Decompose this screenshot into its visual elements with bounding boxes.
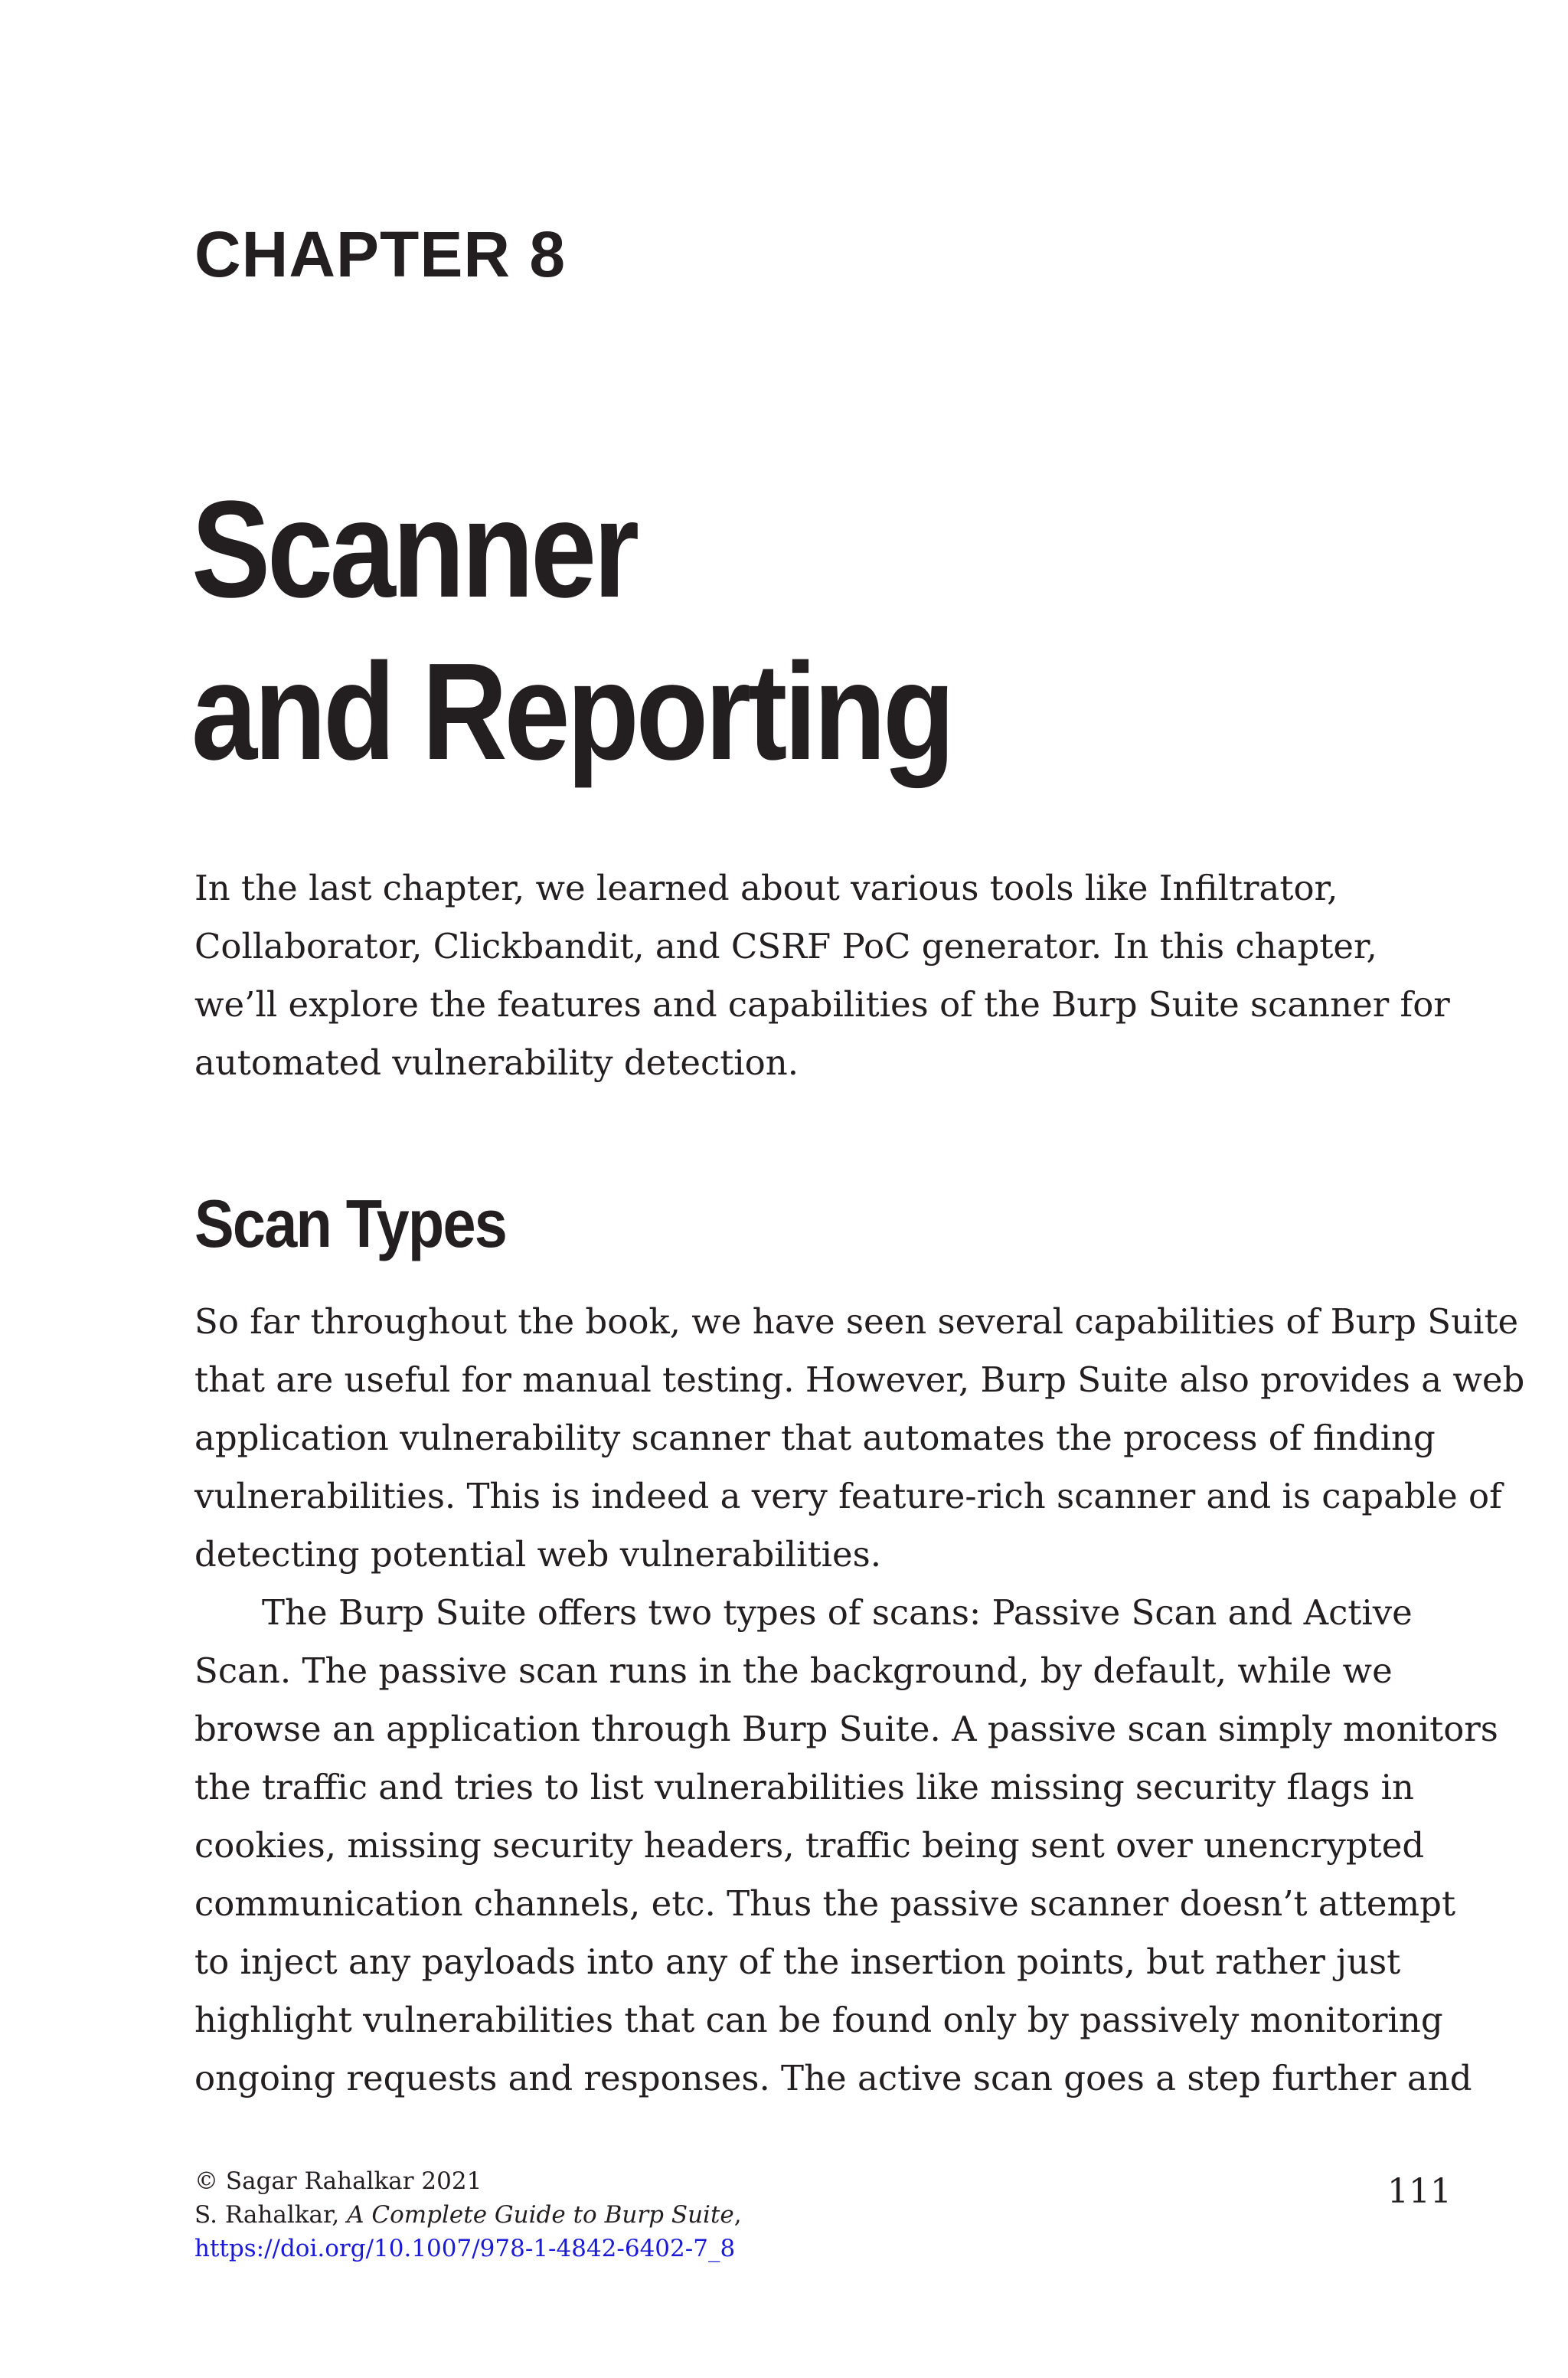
paragraph-line: ongoing requests and responses. The active scan goes a step further and xyxy=(194,2058,1472,2098)
chapter-title xyxy=(191,469,952,793)
paragraph-line: detecting potential web vulnerabilities. xyxy=(194,1534,882,1575)
intro-line: Collaborator, Clickbandit, and CSRF PoC generator. In this chapter, xyxy=(194,926,1377,967)
citation-comma: , xyxy=(733,2201,742,2229)
paragraph-line: The Burp Suite offers two types of scans: Passive Scan and Active xyxy=(262,1592,1413,1633)
paragraph-line: highlight vulnerabilities that can be found only by passively monitoring xyxy=(194,2000,1443,2040)
paragraph-line: So far throughout the book, we have seen several capabilities of Burp Suite xyxy=(194,1301,1519,1342)
page-number: 111 xyxy=(1387,2172,1452,2211)
paragraph-line: vulnerabilities. This is indeed a very feature-rich scanner and is capable of xyxy=(194,1476,1502,1516)
paragraph-line: application vulnerability scanner that automates the process of finding xyxy=(194,1418,1436,1458)
citation-line xyxy=(194,2198,742,2232)
doi-link[interactable]: https://doi.org/10.1007/978-1-4842-6402-7_8 xyxy=(194,2235,736,2262)
paragraph-line: the traffic and tries to list vulnerabilities like missing security flags in xyxy=(194,1767,1414,1807)
footer-citation xyxy=(194,2164,742,2265)
chapter-label: CHAPTER 8 xyxy=(194,218,567,290)
paragraph-line: that are useful for manual testing. However, Burp Suite also provides a web xyxy=(194,1359,1525,1400)
chapter-title-line-1: Scanner xyxy=(191,473,636,626)
intro-line: automated vulnerability detection. xyxy=(194,1042,799,1083)
paragraph-line: Scan. The passive scan runs in the background, by default, while we xyxy=(194,1650,1393,1691)
paragraph-line: browse an application through Burp Suite. A passive scan simply monitors xyxy=(194,1709,1498,1749)
scan-types-paragraph-2 xyxy=(194,1584,1498,2108)
scan-types-paragraph-1 xyxy=(194,1293,1525,1584)
section-heading: Scan Types xyxy=(194,1186,507,1261)
citation-author: S. Rahalkar, xyxy=(194,2201,348,2229)
paragraph-line: to inject any payloads into any of the insertion points, but rather just xyxy=(194,1941,1401,1982)
intro-line: we’ll explore the features and capabilities of the Burp Suite scanner for xyxy=(194,984,1450,1025)
intro-line: In the last chapter, we learned about various tools like Infiltrator, xyxy=(194,868,1338,908)
book-title: A Complete Guide to Burp Suite xyxy=(347,2201,734,2229)
paragraph-line: communication channels, etc. Thus the passive scanner doesn’t attempt xyxy=(194,1883,1456,1924)
paragraph-line: cookies, missing security headers, traffic being sent over unencrypted xyxy=(194,1825,1425,1866)
intro-paragraph xyxy=(194,859,1450,1092)
chapter-title-line-2: and Reporting xyxy=(191,635,952,789)
copyright-notice: © Sagar Rahalkar 2021 xyxy=(194,2167,482,2195)
